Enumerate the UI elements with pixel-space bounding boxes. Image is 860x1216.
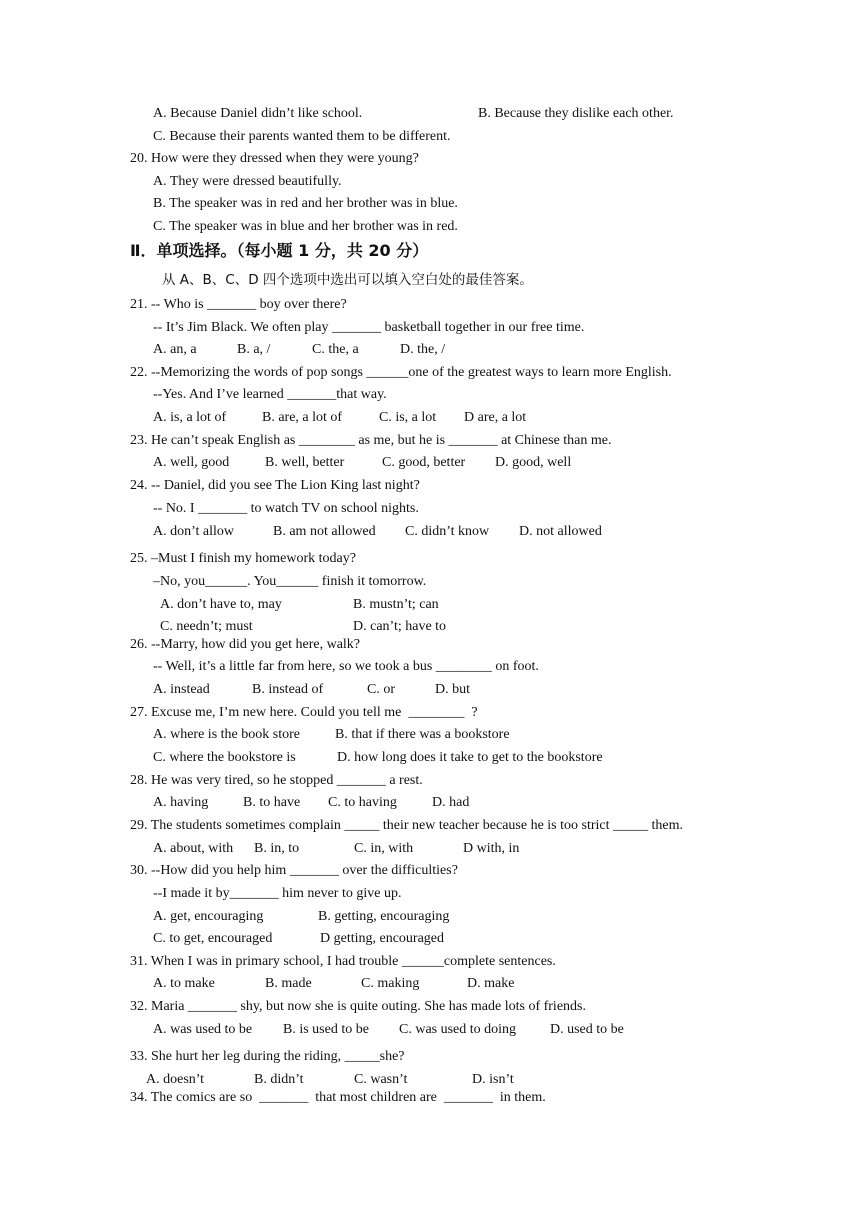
q21-option-b: B. a, / — [237, 342, 271, 357]
q30-line1: 30. --How did you help him _______ over the difficulties? — [130, 863, 458, 878]
q29-line1: 29. The students sometimes complain _____ their new teacher because he is too strict _____ them. — [130, 818, 683, 833]
q21-option-d: D. the, / — [400, 342, 446, 357]
q28-option-d: D. had — [432, 795, 470, 810]
q24-option-d: D. not allowed — [519, 524, 602, 539]
q32-option-d: D. used to be — [550, 1022, 624, 1037]
q33-line1: 33. She hurt her leg during the riding, _____she? — [130, 1049, 405, 1064]
q25-option-c: C. needn’t; must — [160, 619, 253, 634]
q29-option-d: D with, in — [463, 841, 520, 856]
q24-option-b: B. am not allowed — [273, 524, 376, 539]
q26-option-b: B. instead of — [252, 682, 324, 697]
q19-option-b: B. Because they dislike each other. — [478, 106, 674, 121]
q21-option-a: A. an, a — [153, 342, 197, 357]
q27-option-c: C. where the bookstore is — [153, 750, 296, 765]
q20-stem: 20. How were they dressed when they were young? — [130, 151, 419, 166]
q23-option-c: C. good, better — [382, 455, 466, 470]
q26-line1: 26. --Marry, how did you get here, walk? — [130, 637, 361, 652]
q26-option-d: D. but — [435, 682, 470, 697]
q26-line2: -- Well, it’s a little far from here, so we took a bus ________ on foot. — [153, 659, 539, 674]
q25-option-a: A. don’t have to, may — [160, 597, 282, 612]
q30-option-d: D getting, encouraged — [320, 931, 445, 946]
q30-option-c: C. to get, encouraged — [153, 931, 273, 946]
q26-option-c: C. or — [367, 682, 395, 697]
q21-option-c: C. the, a — [312, 342, 359, 357]
q24-line1: 24. -- Daniel, did you see The Lion King last night? — [130, 478, 420, 493]
q30-line2: --I made it by_______ him never to give up. — [153, 886, 402, 901]
q27-option-b: B. that if there was a bookstore — [335, 727, 510, 742]
q29-option-a: A. about, with — [153, 841, 234, 856]
q19-option-a: A. Because Daniel didn’t like school. — [153, 106, 363, 121]
q19-option-c: C. Because their parents wanted them to be different. — [153, 129, 451, 144]
q33-option-c: C. wasn’t — [354, 1072, 408, 1087]
q31-line1: 31. When I was in primary school, I had trouble ______complete sentences. — [130, 954, 556, 969]
q23-option-b: B. well, better — [265, 455, 345, 470]
q30-option-a: A. get, encouraging — [153, 909, 264, 924]
q32-option-b: B. is used to be — [283, 1022, 369, 1037]
q21-line2: -- It’s Jim Black. We often play _______ basketball together in our free time. — [153, 320, 585, 335]
q20-option-b: B. The speaker was in red and her brother was in blue. — [153, 196, 458, 211]
q31-option-d: D. make — [467, 976, 515, 991]
q24-option-c: C. didn’t know — [405, 524, 490, 539]
q23-option-a: A. well, good — [153, 455, 230, 470]
q29-option-c: C. in, with — [354, 841, 414, 856]
q27-option-a: A. where is the book store — [153, 727, 300, 742]
section-instruction: 从 A、B、C、D 四个选项中选出可以填入空白处的最佳答案。 — [162, 272, 533, 288]
q28-option-c: C. to having — [328, 795, 397, 810]
q22-line1: 22. --Memorizing the words of pop songs ______one of the greatest ways to learn more English. — [130, 365, 672, 380]
q23-line1: 23. He can’t speak English as ________ as me, but he is _______ at Chinese than me. — [130, 433, 612, 448]
q25-option-b: B. mustn’t; can — [353, 597, 439, 612]
q24-line2: -- No. I _______ to watch TV on school nights. — [153, 501, 419, 516]
q22-option-d: D are, a lot — [464, 410, 527, 425]
q32-option-a: A. was used to be — [153, 1022, 253, 1037]
q22-option-a: A. is, a lot of — [153, 410, 227, 425]
q31-option-c: C. making — [361, 976, 420, 991]
q27-line1: 27. Excuse me, I’m new here. Could you tell me ________ ? — [130, 705, 478, 720]
q30-option-b: B. getting, encouraging — [318, 909, 450, 924]
q28-option-a: A. having — [153, 795, 209, 810]
q34-line1: 34. The comics are so _______ that most children are _______ in them. — [130, 1090, 546, 1105]
q24-option-a: A. don’t allow — [153, 524, 235, 539]
q27-option-d: D. how long does it take to get to the bookstore — [337, 750, 603, 765]
q33-option-a: A. doesn’t — [146, 1072, 205, 1087]
q22-option-b: B. are, a lot of — [262, 410, 343, 425]
q23-option-d: D. good, well — [495, 455, 572, 470]
q31-option-a: A. to make — [153, 976, 215, 991]
q22-line2: --Yes. And I’ve learned _______that way. — [153, 387, 387, 402]
q31-option-b: B. made — [265, 976, 312, 991]
q29-option-b: B. in, to — [254, 841, 300, 856]
q28-line1: 28. He was very tired, so he stopped _______ a rest. — [130, 773, 423, 788]
q32-line1: 32. Maria _______ shy, but now she is quite outing. She has made lots of friends. — [130, 999, 586, 1014]
q21-line1: 21. -- Who is _______ boy over there? — [130, 297, 347, 312]
q22-option-c: C. is, a lot — [379, 410, 437, 425]
q28-option-b: B. to have — [243, 795, 301, 810]
q25-line1: 25. –Must I finish my homework today? — [130, 551, 356, 566]
q33-option-d: D. isn’t — [472, 1072, 514, 1087]
q25-option-d: D. can’t; have to — [353, 619, 447, 634]
q32-option-c: C. was used to doing — [399, 1022, 517, 1037]
q33-option-b: B. didn’t — [254, 1072, 304, 1087]
q26-option-a: A. instead — [153, 682, 210, 697]
q20-option-a: A. They were dressed beautifully. — [153, 174, 342, 189]
q20-option-c: C. The speaker was in blue and her brother was in red. — [153, 219, 458, 234]
q25-line2: –No, you______. You______ finish it tomorrow. — [153, 574, 427, 589]
section-heading: Ⅱ．单项选择。（每小题 1 分，共 20 分） — [130, 241, 429, 260]
